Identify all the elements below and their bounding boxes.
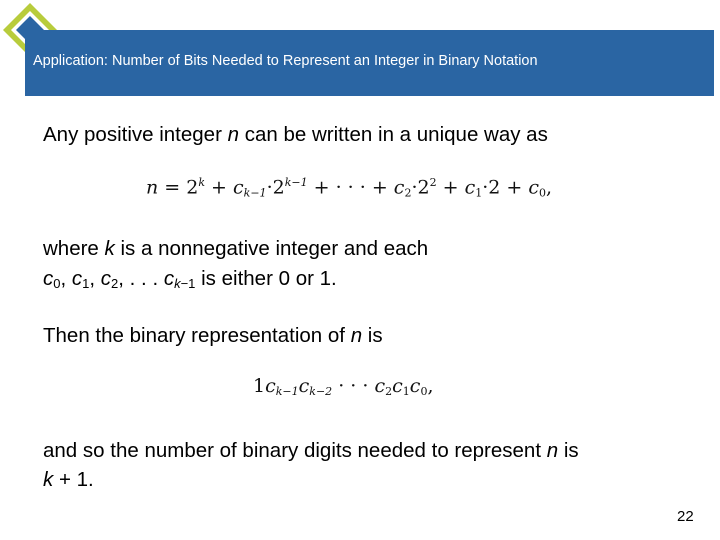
eq-sub: k−1 <box>243 186 267 200</box>
eq-exp: k−1 <box>284 176 308 189</box>
sub: 0 <box>53 276 61 291</box>
eq-sub: 1 <box>402 385 410 398</box>
eq-sub: k−2 <box>309 385 333 398</box>
body-line-4 <box>43 324 383 348</box>
text: is a nonnegative integer and each <box>114 237 429 260</box>
var-n: n <box>227 123 240 146</box>
eq-exp: k <box>198 176 206 189</box>
body-line-6 <box>43 468 94 492</box>
var-c: c <box>100 267 112 290</box>
eq-term: 2 <box>186 176 199 199</box>
eq-comma: , <box>546 176 553 199</box>
eq-term: 2 <box>272 176 285 199</box>
text: , <box>60 267 72 290</box>
slide-title: Application: Number of Bits Needed to Represent an Integer in Binary Notation <box>33 53 538 69</box>
text: is either 0 or 1. <box>195 267 337 290</box>
eq-comma: , <box>427 375 434 397</box>
body-line-1 <box>43 123 548 147</box>
eq-sign: = <box>158 176 187 199</box>
eq-op: + <box>500 176 529 199</box>
eq-coef: c <box>528 176 540 199</box>
eq-coef: c <box>409 375 421 397</box>
title-bar <box>25 30 714 96</box>
eq-coef: c <box>265 375 276 397</box>
eq-term: 2 <box>488 176 501 199</box>
sub: −1 <box>180 276 196 291</box>
eq-sub: 0 <box>539 186 547 200</box>
page-number: 22 <box>677 508 694 525</box>
eq-coef: c <box>392 375 403 397</box>
eq-coef: c <box>464 176 476 199</box>
sub: 1 <box>82 276 90 291</box>
equation-expansion <box>146 176 552 199</box>
eq-term: 2 <box>417 176 430 199</box>
text: is <box>558 439 579 462</box>
eq-exp: 2 <box>429 176 437 189</box>
body-line-5 <box>43 439 579 463</box>
eq-op: + <box>205 176 234 199</box>
eq-coef: c <box>233 176 244 199</box>
eq-coef: c <box>393 176 405 199</box>
eq-op: · <box>482 176 489 199</box>
eq-coef: c <box>374 375 386 397</box>
var-c: c <box>71 267 83 290</box>
eq-ellipsis: + · · · + <box>307 176 394 199</box>
var-n: n <box>350 324 363 347</box>
body-line-3 <box>43 267 337 296</box>
text: is <box>362 324 383 347</box>
text: , <box>89 267 101 290</box>
var-k: k <box>43 468 54 491</box>
text: + 1. <box>53 468 94 491</box>
equation-binary <box>253 375 433 398</box>
text: Then the binary representation of <box>43 324 351 347</box>
var-c: c <box>163 267 175 290</box>
eq-op: · <box>411 176 418 199</box>
var-c: c <box>43 267 54 290</box>
eq-coef: c <box>298 375 310 397</box>
eq-op: · <box>266 176 273 199</box>
var-k: k <box>104 237 115 260</box>
eq-sub: k−1 <box>275 385 299 398</box>
sub: 2 <box>111 276 119 291</box>
eq-sub: 2 <box>385 385 393 398</box>
var-n: n <box>546 439 559 462</box>
eq-sub: 0 <box>420 385 428 398</box>
body-line-2 <box>43 237 428 261</box>
eq-sub: 1 <box>475 186 483 200</box>
text: where <box>43 237 105 260</box>
eq-sub: 2 <box>404 186 412 200</box>
text: and so the number of binary digits needed to represent <box>43 439 547 462</box>
sub: k <box>174 276 181 291</box>
text: , . . . <box>118 267 164 290</box>
text: Any positive integer <box>43 123 228 146</box>
text: can be written in a unique way as <box>239 123 548 146</box>
eq-op: + <box>436 176 465 199</box>
eq-ellipsis: · · · <box>332 375 375 397</box>
eq-term: 1 <box>253 375 266 397</box>
eq-n: n <box>146 176 159 199</box>
